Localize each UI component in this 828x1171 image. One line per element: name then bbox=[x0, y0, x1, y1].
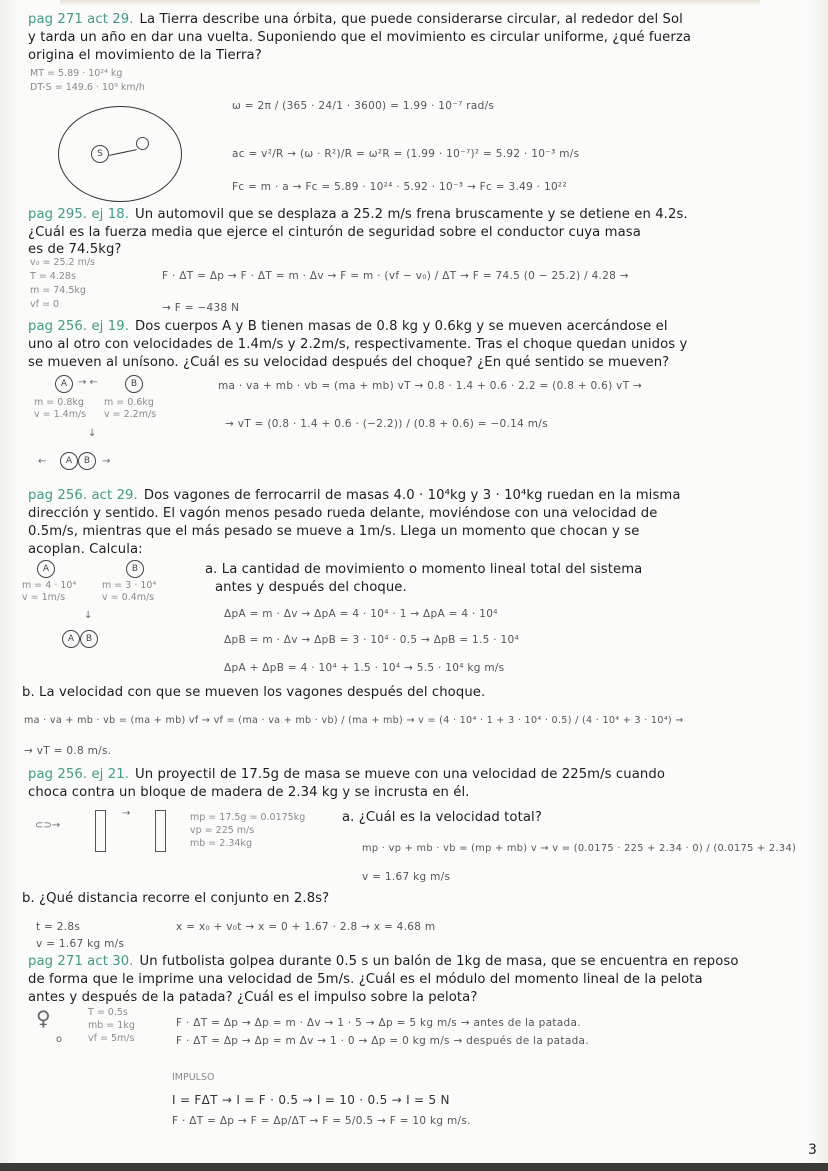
wood-block-with-projectile bbox=[155, 810, 166, 852]
problem-1-line-2: y tarda un año en dar una vuelta. Suponiendo que el movimiento es circular uniforme, ¿qué fuerza bbox=[28, 30, 692, 45]
problem-4-line-2: dirección y sentido. El vagón menos pesado rueda delante, moviéndose con una velocidad de bbox=[28, 506, 658, 521]
given: v = 2.2m/s bbox=[104, 409, 157, 420]
orbit-diagram bbox=[58, 106, 182, 202]
text: Dos cuerpos A y B tienen masas de 0.8 kg y 0.6kg y se mueven acercándose el bbox=[135, 319, 668, 334]
equation: ma · va + mb · vb = (ma + mb) vf → vf = (ma · va + mb · vb) / (ma + mb) → v = (4 · 10⁴ · 1 + 3 · 10⁴ · 0.5) / (4 · 10⁴ + 3 · 10⁴) → bbox=[24, 715, 684, 726]
given: m = 4 · 10⁴ bbox=[22, 580, 77, 591]
page-bottom-edge bbox=[0, 1163, 828, 1171]
arrow-left-icon: ← bbox=[38, 456, 47, 467]
arrow-down-icon: ↓ bbox=[88, 428, 97, 439]
problem-2-line-1 bbox=[28, 207, 688, 222]
given: m = 0.8kg bbox=[34, 397, 84, 408]
wagon-b-node: B bbox=[80, 630, 98, 648]
page-top-edge bbox=[60, 0, 760, 6]
arrow-right-icon: → bbox=[122, 808, 131, 819]
equation: I = FΔT → I = F · 0.5 → I = 10 · 0.5 → I = 5 N bbox=[172, 1093, 450, 1107]
problem-3-line-2: uno al otro con velocidades de 1.4m/s y 2.2m/s, respectivamente. Tras el choque quedan unidos y bbox=[28, 337, 688, 352]
given: MT = 5.89 · 10²⁴ kg bbox=[30, 68, 123, 79]
body-b-node: B bbox=[78, 452, 96, 470]
part-a-line: a. ¿Cuál es la velocidad total? bbox=[342, 810, 542, 825]
given: m = 74.5kg bbox=[30, 285, 86, 296]
wagon-b-node: B bbox=[126, 560, 144, 578]
given: mb = 2.34kg bbox=[190, 838, 252, 849]
given: v = 1m/s bbox=[22, 592, 66, 603]
equation: → vT = (0.8 · 1.4 + 0.6 · (−2.2)) / (0.8 + 0.6) = −0.14 m/s bbox=[225, 418, 548, 430]
equation: F · ΔT = Δp → F = Δp/ΔT → F = 5/0.5 → F = 10 kg m/s. bbox=[172, 1115, 471, 1127]
problem-2-line-2: ¿Cuál es la fuerza media que ejerce el cinturón de seguridad sobre el conductor cuya masa bbox=[28, 225, 641, 240]
equation: ma · va + mb · vb = (ma + mb) vT → 0.8 · 1.4 + 0.6 · 2.2 = (0.8 + 0.6) vT → bbox=[218, 380, 643, 392]
equation: v = 1.67 kg m/s bbox=[362, 871, 451, 883]
given: vp = 225 m/s bbox=[190, 825, 255, 836]
part-b-line: b. ¿Qué distancia recorre el conjunto en 2.8s? bbox=[22, 891, 330, 906]
given: t = 2.8s bbox=[36, 921, 81, 933]
given: vf = 5m/s bbox=[88, 1033, 135, 1044]
problem-5-line-1 bbox=[28, 767, 665, 782]
body-a-node: A bbox=[55, 375, 73, 393]
equation: mp · vp + mb · vb = (mp + mb) v → v = (0.0175 · 225 + 2.34 · 0) / (0.0175 + 2.34) bbox=[362, 843, 797, 854]
part-a-line-1: a. La cantidad de movimiento o momento lineal total del sistema bbox=[205, 562, 643, 577]
equation: F · ΔT = Δp → Δp = m · Δv → 1 · 5 → Δp = 5 kg m/s → antes de la patada. bbox=[176, 1017, 581, 1029]
body-a-node: A bbox=[60, 452, 78, 470]
given: vf = 0 bbox=[30, 299, 60, 310]
problem-3-line-1 bbox=[28, 319, 668, 334]
given: v₀ = 25.2 m/s bbox=[30, 257, 96, 268]
part-b-line: b. La velocidad con que se mueven los vagones después del choque. bbox=[22, 685, 486, 700]
body-b-node: B bbox=[125, 375, 143, 393]
ball-icon: o bbox=[56, 1034, 63, 1045]
given: v = 1.67 kg m/s bbox=[36, 938, 125, 950]
arrow-right-icon: → bbox=[102, 456, 111, 467]
equation: → F = −438 N bbox=[162, 302, 240, 314]
part-a-line-2: antes y después del choque. bbox=[215, 580, 407, 595]
problem-4-line-3: 0.5m/s, mientras que el más pesado se mueve a 1m/s. Llega un momento que chocan y se bbox=[28, 524, 640, 539]
equation: x = x₀ + v₀t → x = 0 + 1.67 · 2.8 → x = 4.68 m bbox=[176, 921, 436, 933]
equation: ω = 2π / (365 · 24/1 · 3600) = 1.99 · 10⁻⁷ rad/s bbox=[232, 100, 495, 112]
given: m = 0.6kg bbox=[104, 397, 154, 408]
text: La Tierra describe una órbita, que puede considerarse circular, al rededor del Sol bbox=[139, 12, 683, 27]
problem-ref: pag 256. ej 21. bbox=[28, 767, 130, 782]
earth-node bbox=[136, 137, 149, 150]
problem-4-line-4: acoplan. Calcula: bbox=[28, 542, 143, 557]
given: mb = 1kg bbox=[88, 1020, 135, 1031]
problem-1-line-1 bbox=[28, 12, 683, 27]
arrow-down-icon: ↓ bbox=[84, 610, 93, 621]
problem-ref: pag 271 act 30. bbox=[28, 954, 134, 969]
equation: ΔpA = m · Δv → ΔpA = 4 · 10⁴ · 1 → ΔpA = 4 · 10⁴ bbox=[224, 608, 498, 620]
problem-ref: pag 256. act 29. bbox=[28, 488, 138, 503]
arrow-right-icon: → ← bbox=[78, 377, 98, 388]
given: v = 1.4m/s bbox=[34, 409, 87, 420]
text: Un proyectil de 17.5g de masa se mueve con una velocidad de 225m/s cuando bbox=[135, 767, 666, 782]
page-number: 3 bbox=[808, 1142, 817, 1158]
text: Dos vagones de ferrocarril de masas 4.0 · 10⁴kg y 3 · 10⁴kg ruedan en la misma bbox=[143, 488, 681, 503]
projectile-icon: ⊂⊃→ bbox=[35, 820, 61, 831]
equation: F · ΔT = Δp → Δp = m Δv → 1 · 0 → Δp = 0 kg m/s → después de la patada. bbox=[176, 1035, 589, 1047]
problem-ref: pag 256. ej 19. bbox=[28, 319, 130, 334]
equation: ac = v²/R → (ω · R²)/R = ω²R = (1.99 · 10⁻⁷)² = 5.92 · 10⁻³ m/s bbox=[232, 148, 580, 160]
problem-4-line-1 bbox=[28, 488, 681, 503]
problem-2-line-3: es de 74.5kg? bbox=[28, 242, 122, 257]
equation: Fc = m · a → Fc = 5.89 · 10²⁴ · 5.92 · 10⁻³ → Fc = 3.49 · 10²² bbox=[232, 181, 567, 193]
problem-1-line-3: origina el movimiento de la Tierra? bbox=[28, 48, 262, 63]
wood-block bbox=[95, 810, 106, 852]
player-kicking-ball-icon: ♀ bbox=[36, 1006, 51, 1030]
given: DT-S = 149.6 · 10⁹ km/h bbox=[30, 82, 145, 93]
equation: F · ΔT = Δp → F · ΔT = m · Δv → F = m · (vf − v₀) / ΔT → F = 74.5 (0 − 25.2) / 4.28 → bbox=[162, 270, 629, 282]
sun-node: S bbox=[91, 145, 109, 163]
problem-3-line-3: se mueven al unísono. ¿Cuál es su velocidad después del choque? ¿En qué sentido se mueven? bbox=[28, 355, 670, 370]
problem-5-line-2: choca contra un bloque de madera de 2.34 kg y se incrusta en él. bbox=[28, 785, 470, 800]
problem-ref: pag 271 act 29. bbox=[28, 12, 134, 27]
equation: ΔpA + ΔpB = 4 · 10⁴ + 1.5 · 10⁴ → 5.5 · 10⁴ kg m/s bbox=[224, 662, 505, 674]
wagon-a-node: A bbox=[62, 630, 80, 648]
impulse-label: IMPULSO bbox=[172, 1072, 215, 1083]
problem-6-line-2: de forma que le imprime una velocidad de 5m/s. ¿Cuál es el módulo del momento lineal de la pelota bbox=[28, 972, 703, 987]
given: T = 4.28s bbox=[30, 271, 76, 282]
wagon-a-node: A bbox=[37, 560, 55, 578]
problem-ref: pag 295. ej 18. bbox=[28, 207, 130, 222]
given: m = 3 · 10⁴ bbox=[102, 580, 157, 591]
equation: → vT = 0.8 m/s. bbox=[24, 745, 112, 757]
problem-6-line-3: antes y después de la patada? ¿Cuál es el impulso sobre la pelota? bbox=[28, 990, 478, 1005]
given: mp = 17.5g = 0.0175kg bbox=[190, 812, 306, 823]
given: T = 0.5s bbox=[88, 1007, 128, 1018]
equation: ΔpB = m · Δv → ΔpB = 3 · 10⁴ · 0.5 → ΔpB = 1.5 · 10⁴ bbox=[224, 634, 520, 646]
given: v = 0.4m/s bbox=[102, 592, 155, 603]
problem-6-line-1 bbox=[28, 954, 739, 969]
text: Un futbolista golpea durante 0.5 s un balón de 1kg de masa, que se encuentra en reposo bbox=[139, 954, 739, 969]
text: Un automovil que se desplaza a 25.2 m/s frena bruscamente y se detiene en 4.2s. bbox=[135, 207, 688, 222]
